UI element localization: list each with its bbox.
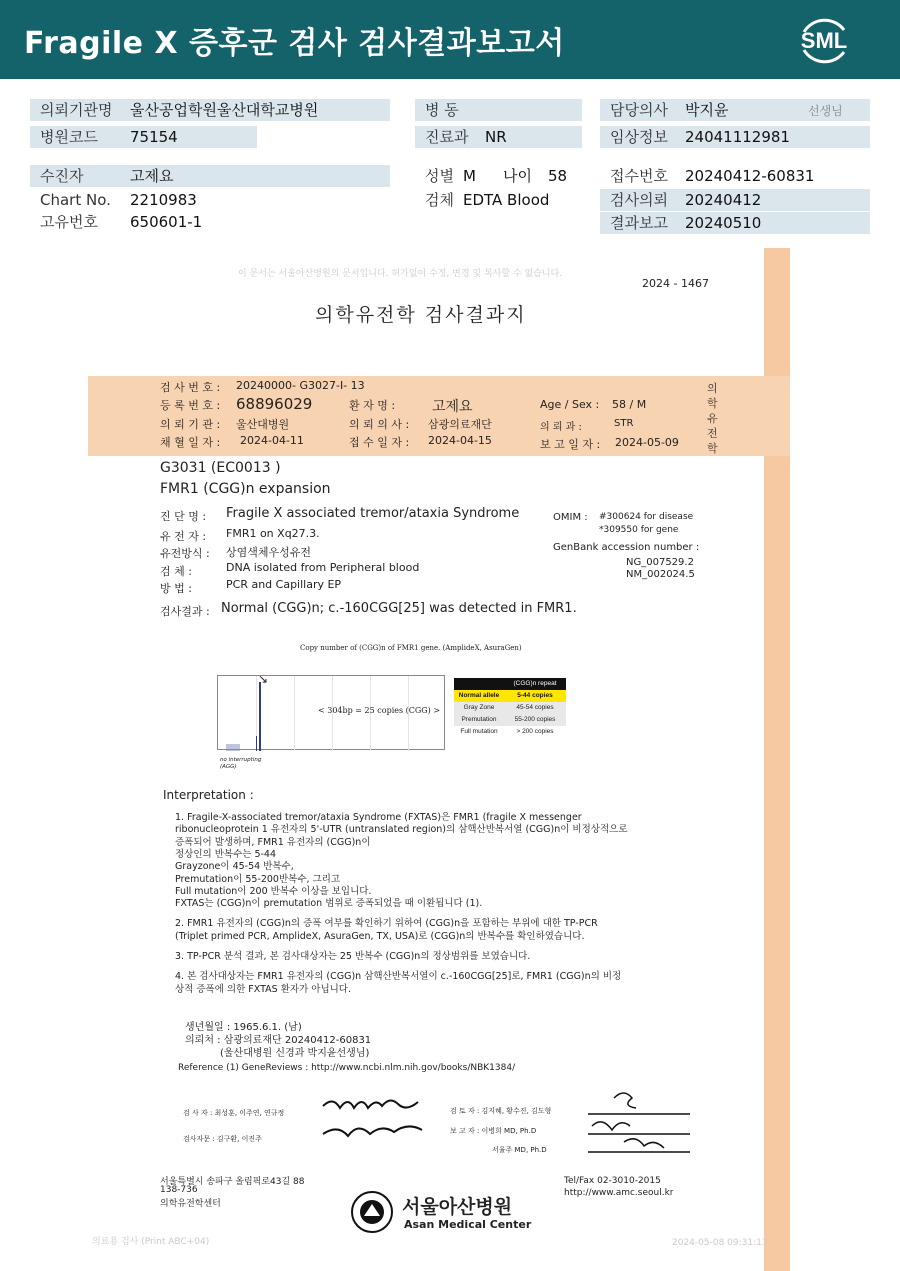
- clinical-field: [600, 126, 870, 148]
- institution-label: 의뢰기관명: [40, 101, 113, 119]
- band-req-doc-label: 의 뢰 의 사 :: [349, 418, 410, 431]
- gene-value: FMR1 on Xq27.3.: [226, 527, 320, 540]
- result-value: Normal (CGG)n; c.-160CGG[25] was detected in FMR1.: [221, 601, 577, 616]
- band-age-sex-label: Age / Sex :: [540, 398, 600, 411]
- reviewer: 검 토 자 : 김지혜, 황수진, 김도형: [450, 1107, 552, 1115]
- receipt-value: 20240412-60831: [685, 167, 815, 185]
- ward-field: [415, 99, 582, 121]
- legend-row-premutation: [454, 714, 566, 726]
- method-value: PCR and Capillary EP: [226, 578, 342, 591]
- specimen-scan-value: DNA isolated from Peripheral blood: [226, 561, 420, 574]
- sex-label: 성별: [425, 167, 454, 185]
- interpretation-line: 1. Fragile-X-associated tremor/ataxia Syndrome (FXTAS)은 FMR1 (fragile X messenger: [175, 812, 582, 823]
- department-field: [415, 126, 582, 148]
- peak-trace: [259, 682, 261, 751]
- legend-row-gray: [454, 702, 566, 714]
- gene-label: 유 전 자 :: [160, 530, 207, 543]
- interpretation-line: (Triplet primed PCR, AmplideX, AsuraGen, TX, USA)로 (CGG)n의 반복수를 확인하였습니다.: [175, 930, 585, 942]
- band-req-doc: 삼광의료재단: [428, 418, 492, 431]
- interpretation-line: 2. FMR1 유전자의 (CGG)n의 증폭 여부를 확인하기 위하여 (CGG)n을 포함하는 부위에 대한 TP-PCR: [175, 918, 598, 930]
- hospital-name-korean: 서울아산병원: [402, 1196, 513, 1218]
- report-title: Fragile X 증후군 검사 검사결과보고서: [24, 26, 565, 61]
- band-reg-no: 68896029: [236, 395, 313, 413]
- receipt-field: [600, 165, 870, 187]
- scanned-report: [0, 248, 900, 1271]
- sml-logo-text: SML: [800, 28, 848, 53]
- reviewer-signature: [584, 1086, 694, 1156]
- band-test-no-label: 검 사 번 호 :: [160, 381, 221, 394]
- peak-arrow-icon: ↘: [258, 672, 269, 686]
- department-label: 진료과: [425, 128, 469, 146]
- band-vertical-4: 전: [707, 427, 718, 440]
- request-date-value: 20240412: [685, 191, 762, 209]
- repeat-legend-table: [454, 678, 566, 738]
- agg-label: (AGG): [220, 764, 237, 770]
- footer-left: 의료용 검사 (Print ABC+04): [92, 1237, 210, 1247]
- baseline-noise: [226, 744, 240, 751]
- method-label: 방 법 :: [160, 582, 192, 595]
- no-interrupting-label: no interrupting: [220, 757, 262, 763]
- website: http://www.amc.seoul.kr: [564, 1188, 674, 1198]
- capillary-ep-chart: [217, 675, 445, 750]
- legend-row-full: [454, 726, 566, 738]
- doctor-value: 박지윤: [685, 101, 729, 119]
- band-dept: STR: [614, 418, 634, 429]
- scan-watermark: 이 문서는 서울아산병원의 문서입니다. 허가없이 수정, 변경 및 복사할 수 없습니다.: [238, 269, 563, 279]
- omim-gene: *309550 for gene: [599, 525, 679, 535]
- asan-medical-center-logo: [348, 1190, 532, 1238]
- doctor-field: [600, 99, 870, 121]
- legend-category: Gray Zone: [463, 704, 495, 711]
- id-field: [30, 211, 390, 233]
- band-test-no: 20240000- G3027-I- 13: [236, 379, 365, 392]
- receipt-label: 접수번호: [610, 167, 668, 185]
- interpretation-line: ribonucleoprotein 1 유전자의 5'-UTR (untranslated region)의 삼핵산반복서열 (CGG)n이 비정상적으로: [175, 824, 628, 836]
- specimen-field: [415, 189, 585, 211]
- request-date-label: 검사의뢰: [610, 191, 668, 209]
- sex-value: M: [463, 167, 476, 185]
- department-value: NR: [485, 128, 507, 146]
- diagnosis-value: Fragile X associated tremor/ataxia Syndrome: [226, 506, 520, 521]
- hospital-code-label: 병원코드: [40, 128, 98, 146]
- id-label: 고유번호: [40, 213, 98, 231]
- interpretation-title: Interpretation :: [163, 788, 254, 802]
- clinical-value: 24041112981: [685, 128, 790, 146]
- clinical-label: 임상정보: [610, 128, 668, 146]
- legend-category: Premutation: [461, 716, 497, 723]
- band-report-label: 보 고 일 자 :: [540, 438, 601, 451]
- tel-fax: Tel/Fax 02-3010-2015: [564, 1176, 661, 1186]
- legend-range: 5-44 copies: [504, 690, 566, 702]
- examiner: 검 사 자 : 최성훈, 이주연, 연규정: [183, 1109, 285, 1117]
- hospital-name-english: Asan Medical Center: [404, 1218, 532, 1231]
- ward-label: 병 동: [425, 101, 459, 119]
- band-vertical-3: 유: [707, 412, 718, 425]
- peak-caption: < 304bp = 25 copies (CGG) >: [318, 706, 441, 715]
- id-value: 650601-1: [130, 213, 203, 231]
- age-value: 58: [548, 167, 568, 185]
- legend-row-normal: [454, 690, 566, 702]
- interpretation-line: 3. TP-PCR 분석 결과, 본 검사대상자는 25 반복수 (CGG)n의 정상범위를 보였습니다.: [175, 951, 531, 962]
- interpretation-line: 상적 증폭에 의한 FXTAS 환자가 아닙니다.: [175, 983, 351, 995]
- reporter-2: 서율주 MD, Ph.D: [492, 1146, 547, 1154]
- requester: 의뢰처 : 삼광의료재단 20240412-60831: [185, 1035, 372, 1046]
- band-inst-label: 의 뢰 기 관 :: [160, 418, 221, 431]
- legend-category: Normal allele: [454, 690, 504, 702]
- requester-detail: (울산대병원 신경과 박지윤선생님): [220, 1048, 370, 1059]
- legend-header: [454, 678, 566, 690]
- band-name: 고제요: [432, 399, 473, 415]
- footer-right: 2024-05-08 09:31:13: [672, 1238, 768, 1248]
- hospital-code-field: [30, 126, 257, 148]
- address-line-1: 서울특별시 송파구 올림픽로43길 88: [160, 1177, 305, 1187]
- omim-disease: #300624 for disease: [599, 512, 694, 522]
- legend-range: 55-200 copies: [514, 716, 556, 723]
- band-vertical-2: 학: [707, 397, 718, 410]
- hospital-code-value: 75154: [130, 128, 178, 146]
- legend-category: Full mutation: [460, 728, 498, 735]
- band-name-label: 환 자 명 :: [349, 399, 396, 412]
- band-vertical-5: 학: [707, 442, 718, 455]
- band-inst: 울산대병원: [236, 418, 290, 431]
- band-receive: 2024-04-15: [428, 434, 492, 447]
- chart-no-field: [30, 189, 390, 211]
- institution-value: 울산공업학원울산대학교병원: [130, 101, 319, 119]
- interpretation-line: 정상인의 반복수는 5-44: [175, 848, 277, 860]
- interpretation-line: FXTAS는 (CGG)n이 premutation 범위로 증폭되었을 때 이환됩니다 (1).: [175, 898, 483, 910]
- test-name: FMR1 (CGG)n expansion: [160, 481, 331, 497]
- band-report: 2024-05-09: [615, 436, 679, 449]
- test-code: G3031 (EC0013 ): [160, 460, 281, 476]
- band-dept-label: 의 뢰 과 :: [540, 422, 582, 433]
- genbank-ng: NG_007529.2: [626, 557, 694, 568]
- band-receive-label: 접 수 일 자 :: [349, 436, 410, 449]
- patient-label: 수진자: [40, 167, 84, 185]
- patient-field: [30, 165, 390, 187]
- examiner-signature: [318, 1094, 438, 1146]
- advisor: 검사자문 : 김구환, 이진주: [183, 1135, 262, 1143]
- institution-field: [30, 99, 390, 121]
- band-collect: 2024-04-11: [240, 434, 304, 447]
- legend-range: > 200 copies: [516, 728, 554, 735]
- report-date-field: [600, 212, 870, 234]
- chart-gridline: [294, 676, 295, 751]
- omim-label: OMIM :: [553, 512, 588, 523]
- sml-logo: [796, 14, 852, 66]
- address-line-3: 의학유전학센터: [160, 1199, 221, 1209]
- genbank-nm: NM_002024.5: [626, 569, 695, 580]
- report-date-label: 결과보고: [610, 214, 668, 232]
- scan-doc-title: 의학유전학 검사결과지: [315, 304, 527, 326]
- legend-range: 45-54 copies: [516, 704, 554, 711]
- sex-age-field: [415, 165, 585, 187]
- report-header: [0, 0, 900, 79]
- reference: Reference (1) GeneReviews : http://www.ncbi.nlm.nih.gov/books/NBK1384/: [178, 1063, 516, 1073]
- doctor-label: 담당의사: [610, 101, 668, 119]
- doctor-title: 선생님: [808, 104, 843, 118]
- interpretation-line: 증폭되어 발생하며, FMR1 유전자의 (CGG)n이: [175, 836, 371, 848]
- interpretation-line: Full mutation이 200 반복수 이상을 보입니다.: [175, 885, 372, 897]
- reporter: 보 고 자 : 이병희 MD, Ph.D: [450, 1127, 537, 1135]
- band-age-sex: 58 / M: [612, 398, 647, 411]
- inheritance-label: 유전방식 :: [160, 547, 210, 560]
- specimen-value: EDTA Blood: [463, 191, 550, 209]
- diagnosis-label: 진 단 명 :: [160, 510, 207, 523]
- specimen-label: 검체: [425, 191, 454, 209]
- genbank-label: GenBank accession number :: [553, 542, 700, 553]
- result-label: 검사결과 :: [160, 605, 210, 618]
- specimen-scan-label: 검 체 :: [160, 565, 192, 578]
- age-label: 나이: [503, 167, 532, 185]
- address-line-2: 138-736: [160, 1185, 198, 1195]
- peak-trace-minor: [256, 736, 257, 751]
- figure-caption: Copy number of (CGG)n of FMR1 gene. (AmplideX, AsuraGen): [300, 644, 522, 652]
- interpretation-line: Premutation이 55-200반복수, 그리고: [175, 873, 341, 885]
- inheritance-value: 상염색체우성유전: [226, 546, 312, 559]
- band-collect-label: 채 혈 일 자 :: [160, 436, 221, 449]
- request-date-field: [600, 189, 870, 211]
- chart-no-label: Chart No.: [40, 191, 111, 209]
- scan-doc-number: 2024 - 1467: [642, 277, 709, 290]
- interpretation-line: Grayzone이 45-54 반복수,: [175, 861, 294, 873]
- patient-value: 고제요: [130, 167, 174, 185]
- chart-no-value: 2210983: [130, 191, 197, 209]
- band-vertical-1: 의: [707, 382, 718, 395]
- interpretation-line: 4. 본 검사대상자는 FMR1 유전자의 (CGG)n 삼핵산반복서열이 c.-160CGG[25]로, FMR1 (CGG)n의 비정: [175, 971, 622, 983]
- report-date-value: 20240510: [685, 214, 762, 232]
- asan-foundation-seal-icon: [348, 1190, 396, 1234]
- legend-header-label: (CGG)n repeat: [513, 680, 557, 687]
- birth-date: 생년월일 : 1965.6.1. (남): [185, 1022, 302, 1033]
- band-reg-no-label: 등 록 번 호 :: [160, 399, 221, 412]
